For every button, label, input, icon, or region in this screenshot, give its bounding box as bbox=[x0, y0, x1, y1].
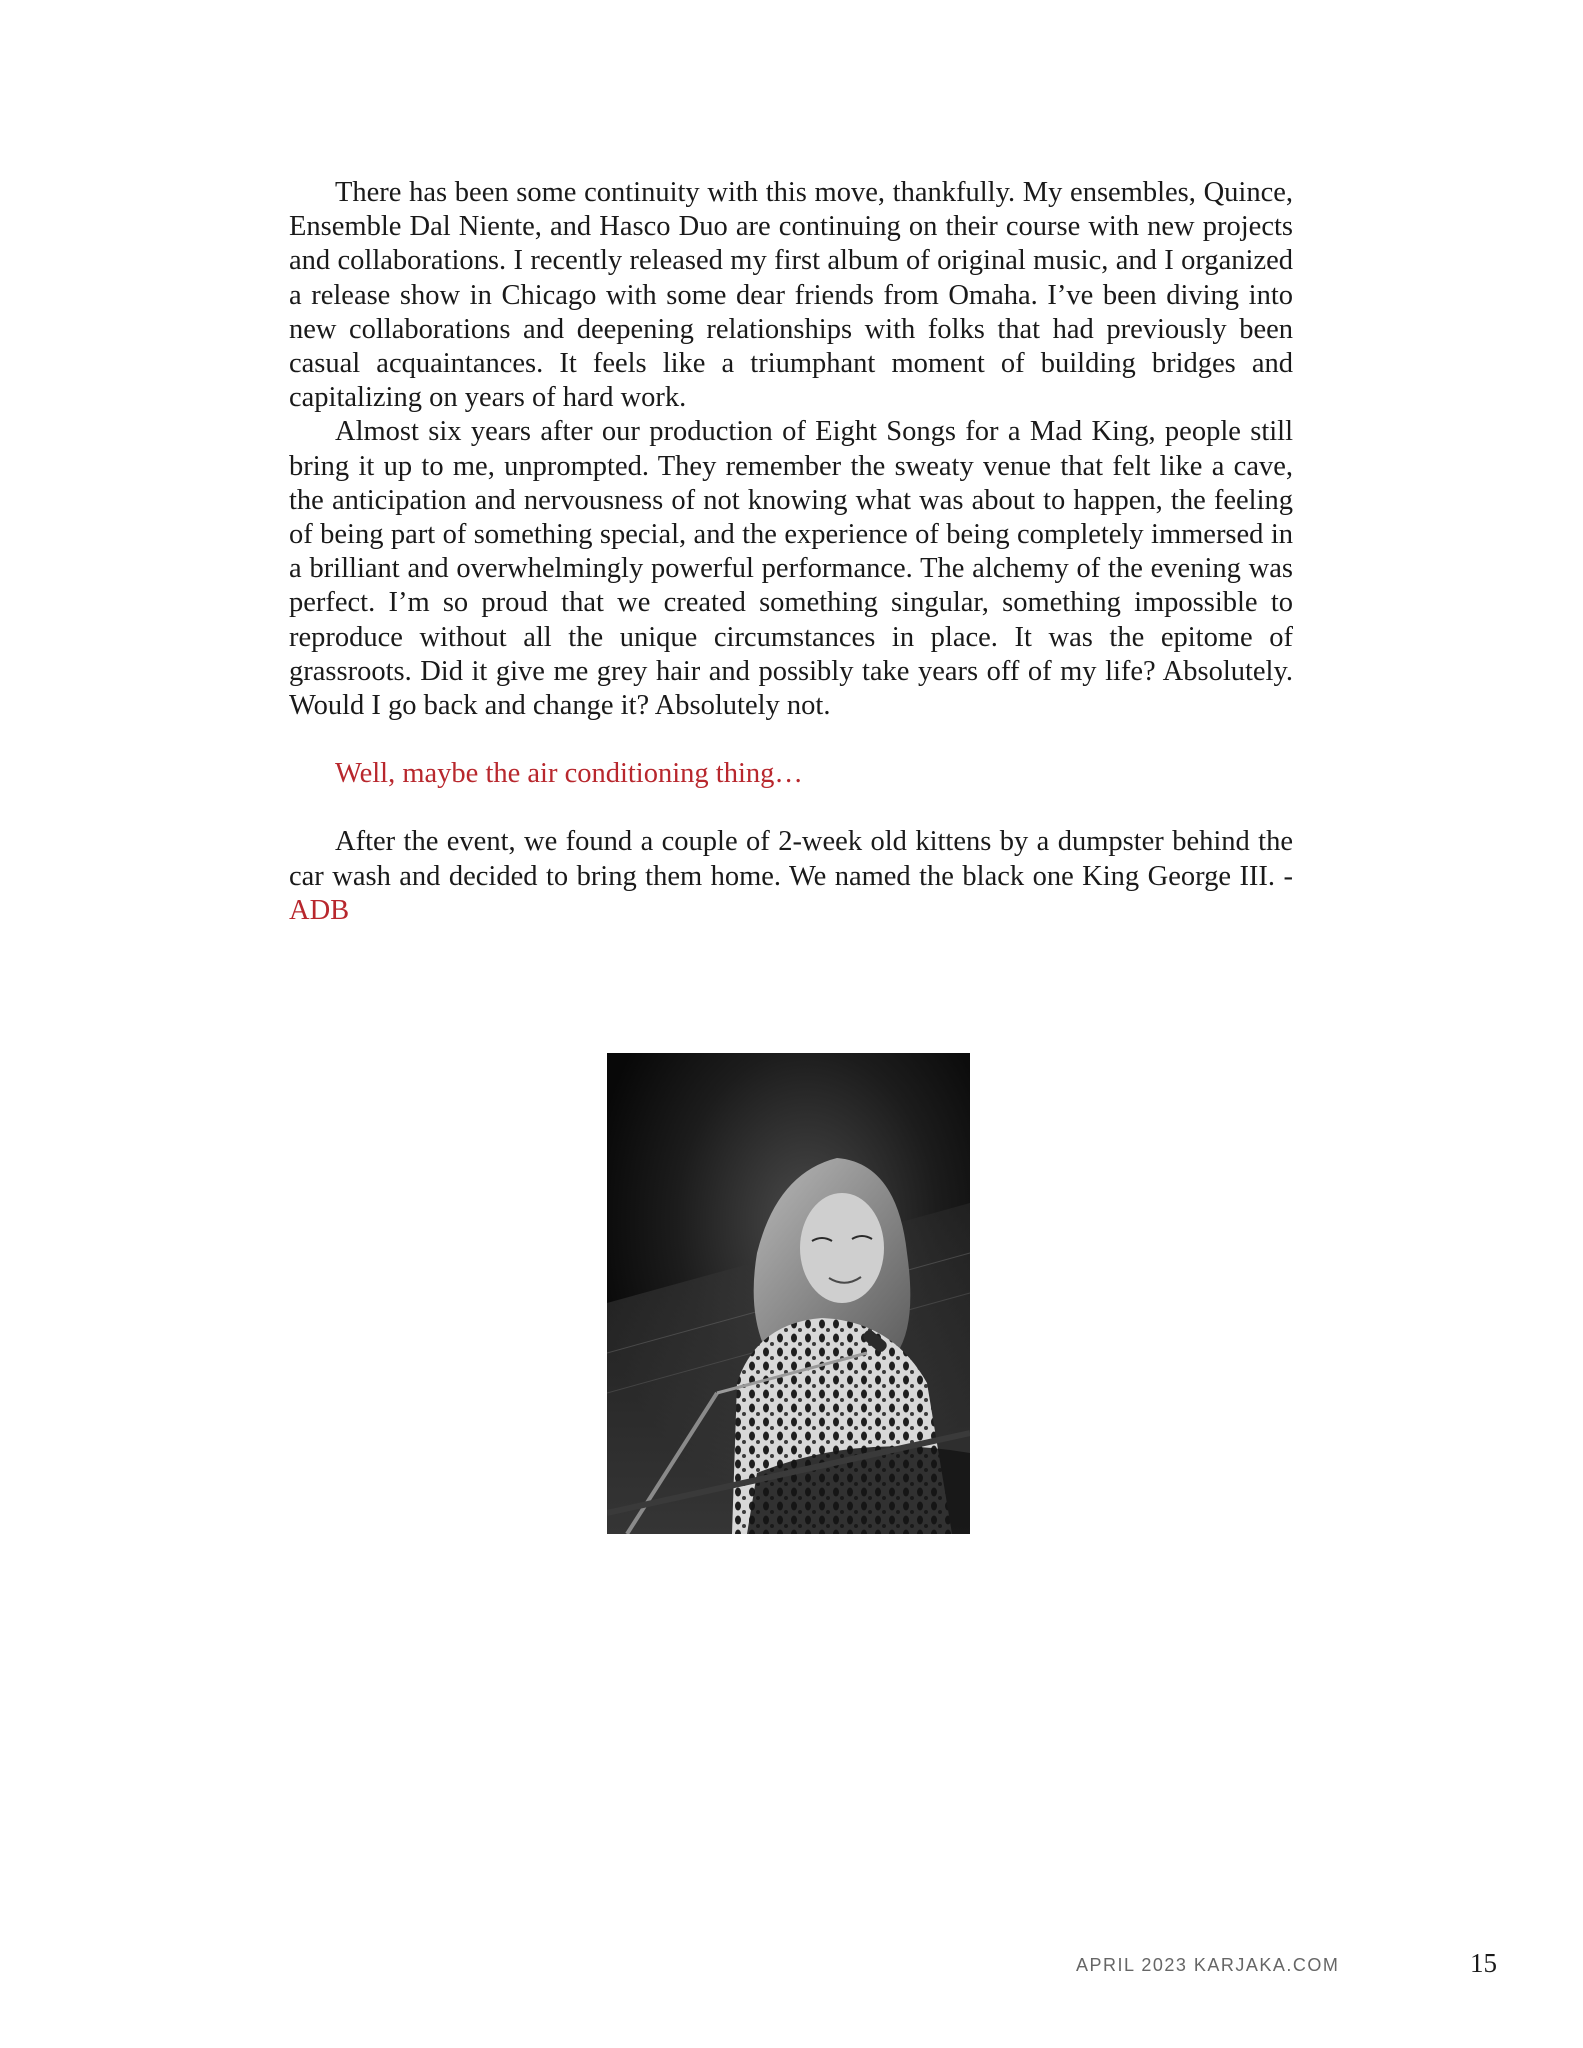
kittens-text: After the event, we found a couple of 2-week old kittens by a dumpster behind the car wash and decided to bring them home. We named the black one King George III. - bbox=[289, 826, 1293, 892]
author-signature: ADB bbox=[289, 894, 350, 926]
photo-illustration bbox=[607, 1053, 970, 1534]
aside-air-conditioning: Well, maybe the air conditioning thing… bbox=[335, 758, 803, 790]
paragraph-continuity: There has been some continuity with this move, thankfully. My ensembles, Quince, Ensemble Dal Niente, and Hasco Duo are continuing on their course with new projects and collaborations. I recently released my first album of original music, and I organized a release show in Chicago with some dear friends from Omaha. I’ve been diving into new collaborations and deepening relationships with folks that had previously been casual acquaintances. It feels like a triumphant moment of building bridges and capitalizing on years of hard work. bbox=[289, 177, 1293, 414]
article-body bbox=[289, 176, 1293, 928]
performer-photo bbox=[607, 1053, 970, 1534]
page-number: 15 bbox=[1470, 1948, 1497, 1978]
footer-issue-info: APRIL 2023 KARJAKA.COM bbox=[1076, 1955, 1340, 1975]
paragraph-kittens bbox=[289, 825, 1293, 928]
paragraph-eight-songs: Almost six years after our production of Eight Songs for a Mad King, people still bring it up to me, unprompted. They remember the sweaty venue that felt like a cave, the anticipation and nervousness of not knowing what was about to happen, the feeling of being part of something special, and the experience of being completely immersed in a brilliant and overwhelmingly powerful performance. The alchemy of the evening was perfect. I’m so proud that we created something singular, something impossible to reproduce without all the unique circumstances in place. It was the epitome of grassroots. Did it give me grey hair and possibly take years off of my life? Absolutely. Would I go back and change it? Absolutely not. bbox=[289, 416, 1293, 722]
